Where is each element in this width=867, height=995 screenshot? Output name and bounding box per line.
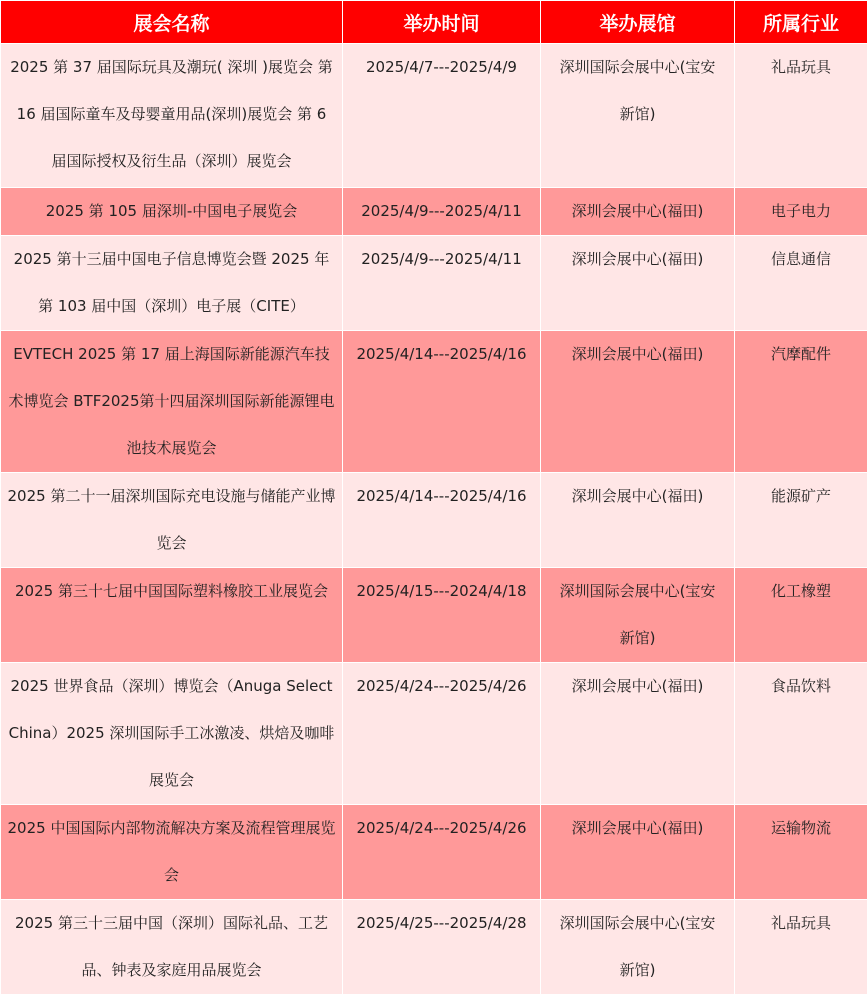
- table-row: [1, 568, 867, 663]
- expo-venue-cell: 深圳会展中心(福田): [541, 331, 735, 473]
- expo-industry-cell: 运输物流: [735, 805, 867, 900]
- expo-date-cell: 2025/4/15---2024/4/18: [343, 568, 541, 663]
- expo-industry-cell: 信息通信: [735, 236, 867, 331]
- expo-date-cell: 2025/4/24---2025/4/26: [343, 663, 541, 805]
- expo-venue-cell: 深圳国际会展中心(宝安新馆): [541, 568, 735, 663]
- table-row: [1, 900, 867, 995]
- table-row: [1, 663, 867, 805]
- header-name: 展会名称: [1, 1, 343, 44]
- header-date: 举办时间: [343, 1, 541, 44]
- expo-venue-cell: 深圳国际会展中心(宝安新馆): [541, 900, 735, 995]
- header-venue: 举办展馆: [541, 1, 735, 44]
- expo-name-cell: 2025 中国国际内部物流解决方案及流程管理展览会: [1, 805, 343, 900]
- expo-venue-cell: 深圳会展中心(福田): [541, 663, 735, 805]
- expo-name-cell: 2025 第二十一届深圳国际充电设施与储能产业博览会: [1, 473, 343, 568]
- expo-name-cell: 2025 第 37 届国际玩具及潮玩( 深圳 )展览会 第 16 届国际童车及母婴童用品(深圳)展览会 第 6 届国际授权及衍生品（深圳）展览会: [1, 44, 343, 188]
- expo-venue-cell: 深圳会展中心(福田): [541, 236, 735, 331]
- expo-name-cell: 2025 第 105 届深圳-中国电子展览会: [1, 188, 343, 236]
- header-industry: 所属行业: [735, 1, 867, 44]
- expo-date-cell: 2025/4/14---2025/4/16: [343, 473, 541, 568]
- expo-industry-cell: 礼品玩具: [735, 900, 867, 995]
- expo-industry-cell: 食品饮料: [735, 663, 867, 805]
- expo-date-cell: 2025/4/7---2025/4/9: [343, 44, 541, 188]
- table-row: [1, 44, 867, 188]
- expo-date-cell: 2025/4/14---2025/4/16: [343, 331, 541, 473]
- expo-name-cell: 2025 第三十七届中国国际塑料橡胶工业展览会: [1, 568, 343, 663]
- table-row: [1, 331, 867, 473]
- table-row: [1, 188, 867, 236]
- expo-venue-cell: 深圳会展中心(福田): [541, 188, 735, 236]
- expo-venue-cell: 深圳国际会展中心(宝安新馆): [541, 44, 735, 188]
- expo-industry-cell: 礼品玩具: [735, 44, 867, 188]
- table-row: [1, 805, 867, 900]
- expo-name-cell: EVTECH 2025 第 17 届上海国际新能源汽车技术博览会 BTF2025第十四届深圳国际新能源锂电池技术展览会: [1, 331, 343, 473]
- header-row: [1, 1, 867, 44]
- expo-date-cell: 2025/4/9---2025/4/11: [343, 188, 541, 236]
- expo-venue-cell: 深圳会展中心(福田): [541, 805, 735, 900]
- table-row: [1, 473, 867, 568]
- expo-industry-cell: 化工橡塑: [735, 568, 867, 663]
- table-row: [1, 236, 867, 331]
- expo-name-cell: 2025 世界食品（深圳）博览会（Anuga Select China）2025 深圳国际手工冰激凌、烘焙及咖啡展览会: [1, 663, 343, 805]
- expo-date-cell: 2025/4/25---2025/4/28: [343, 900, 541, 995]
- expo-industry-cell: 汽摩配件: [735, 331, 867, 473]
- expo-industry-cell: 电子电力: [735, 188, 867, 236]
- expo-date-cell: 2025/4/9---2025/4/11: [343, 236, 541, 331]
- expo-date-cell: 2025/4/24---2025/4/26: [343, 805, 541, 900]
- expo-venue-cell: 深圳会展中心(福田): [541, 473, 735, 568]
- expo-name-cell: 2025 第三十三届中国（深圳）国际礼品、工艺品、钟表及家庭用品展览会: [1, 900, 343, 995]
- expo-industry-cell: 能源矿产: [735, 473, 867, 568]
- expo-name-cell: 2025 第十三届中国电子信息博览会暨 2025 年第 103 届中国（深圳）电子展（CITE）: [1, 236, 343, 331]
